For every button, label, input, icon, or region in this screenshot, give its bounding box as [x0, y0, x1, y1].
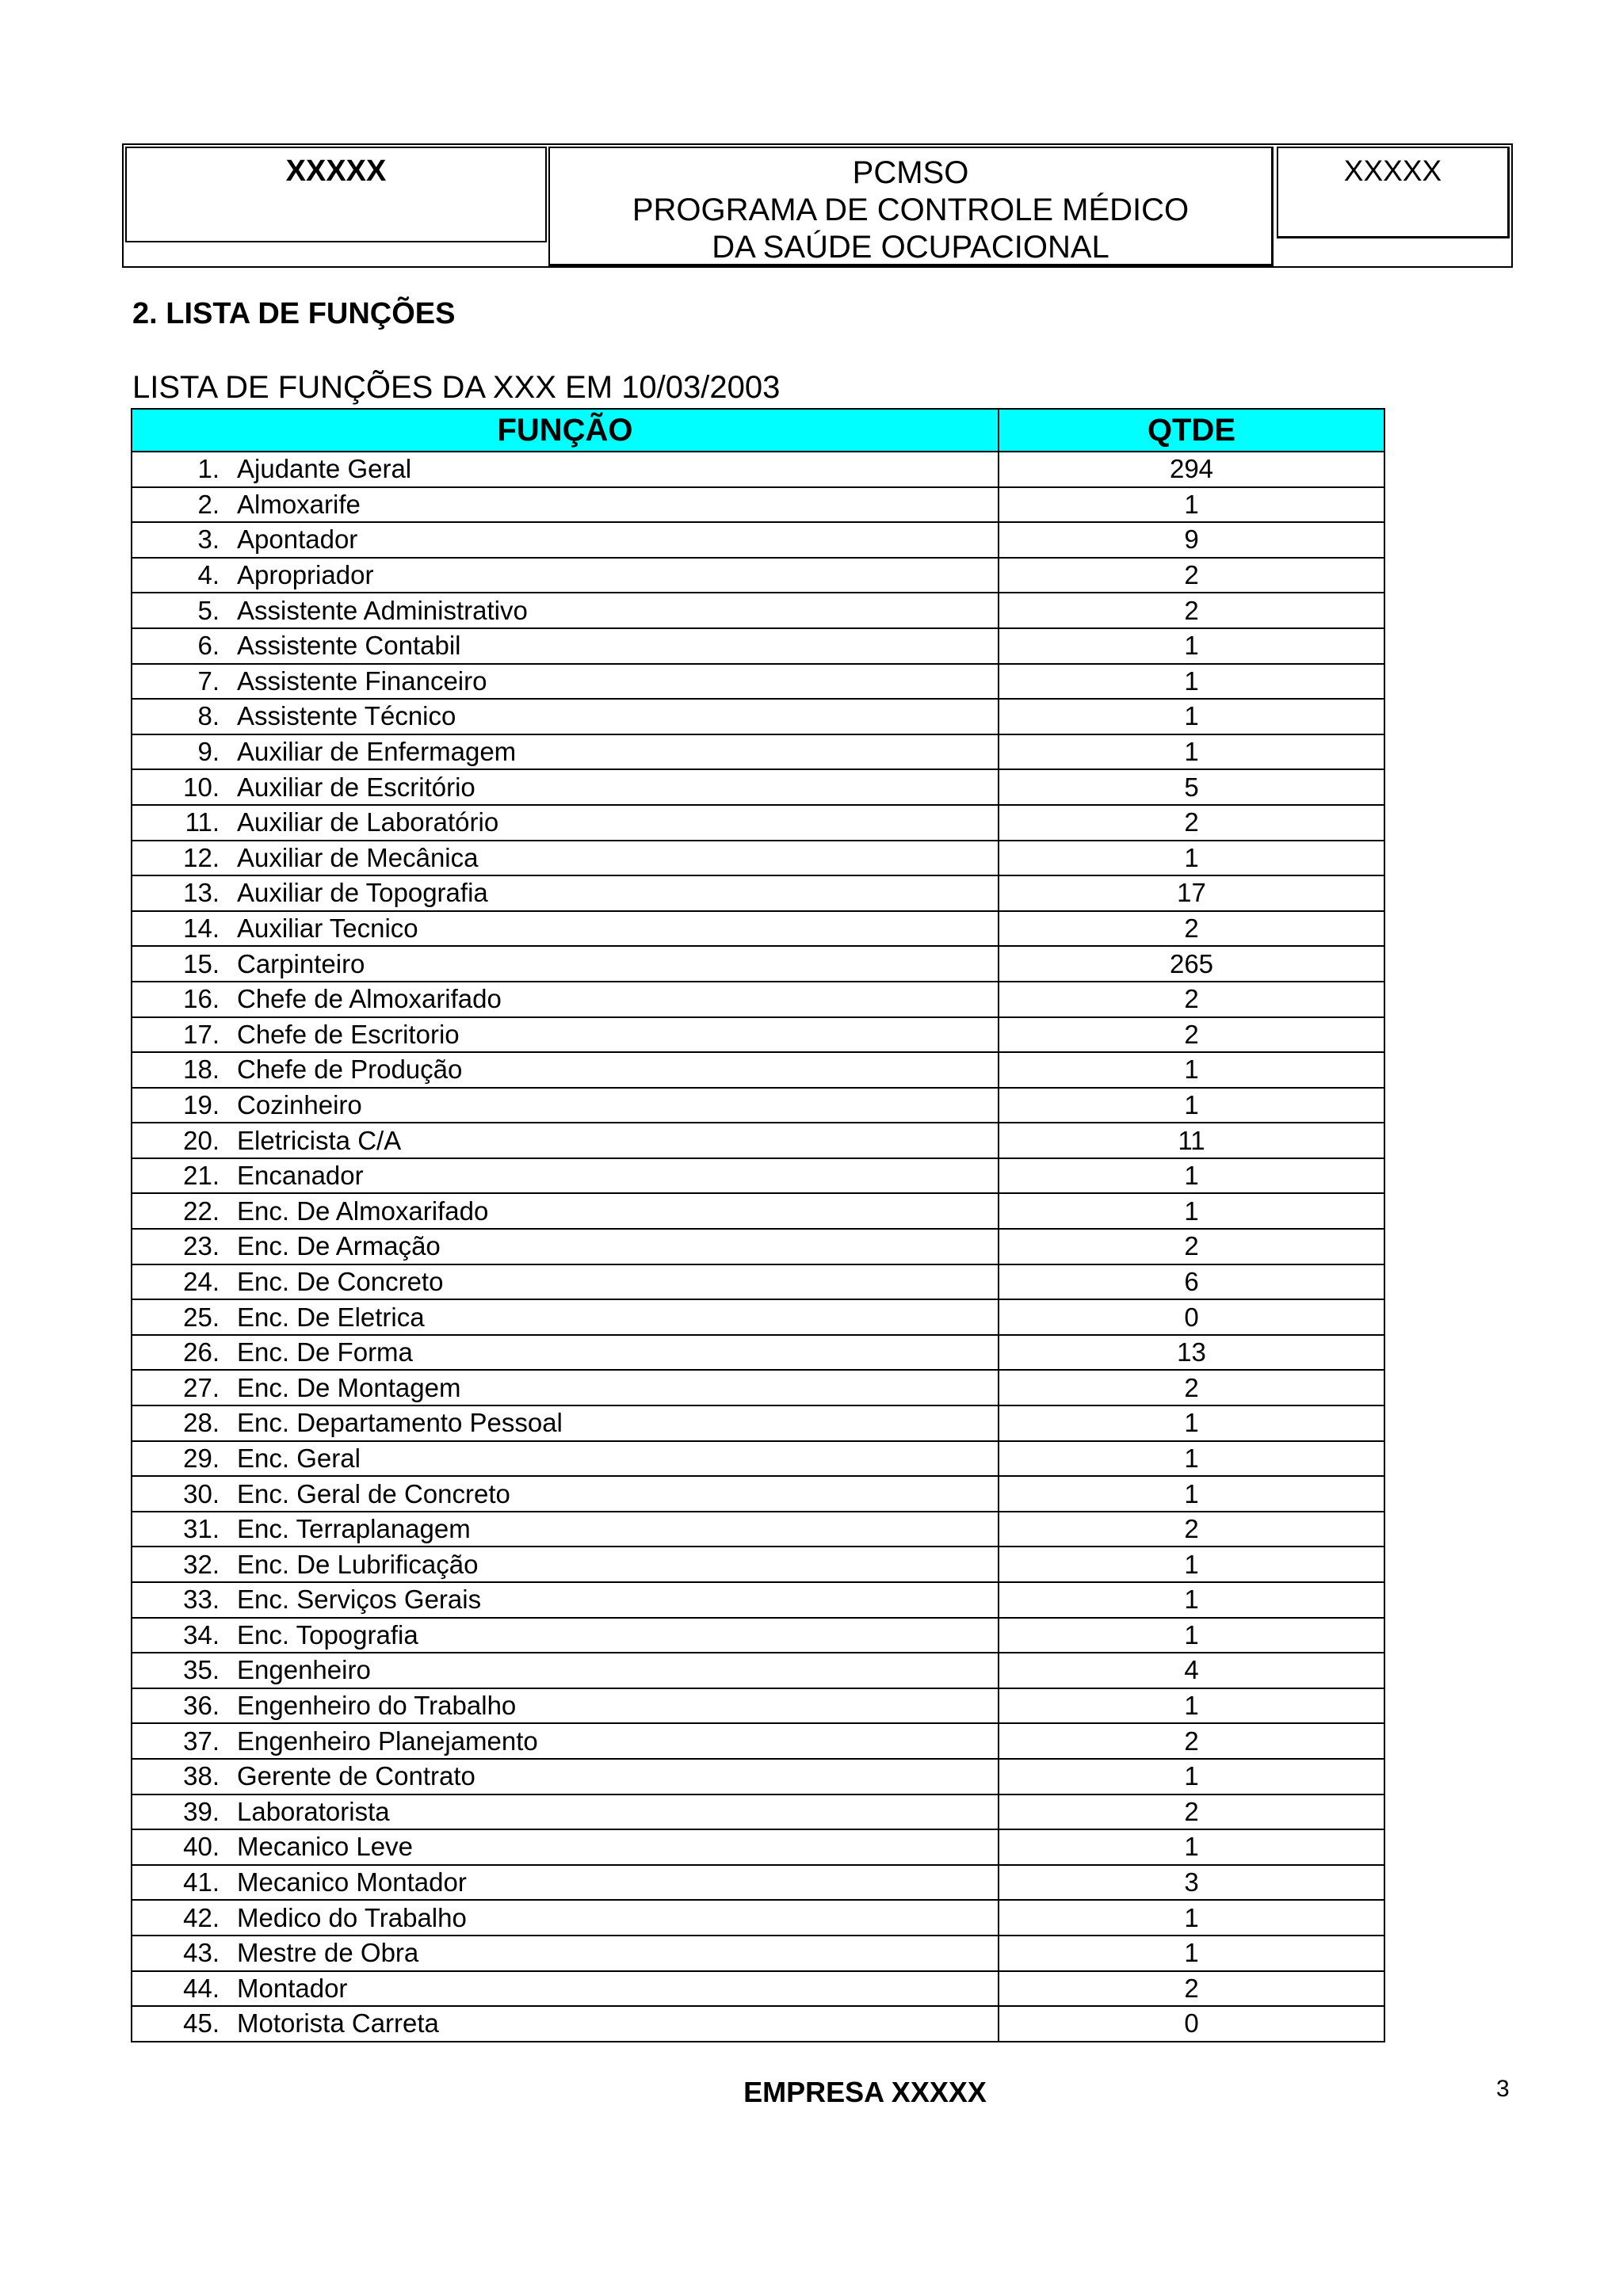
qty-cell: 1 [999, 1476, 1384, 1512]
row-number: 6. [197, 631, 220, 661]
list-caption: LISTA DE FUNÇÕES DA XXX EM 10/03/2003 [132, 370, 781, 405]
qty-cell: 1 [999, 841, 1384, 876]
header-left-cell [125, 147, 547, 242]
table-row [132, 1052, 1384, 1088]
qty-cell: 1 [999, 1829, 1384, 1865]
qty-cell: 2 [999, 558, 1384, 593]
function-name: Ajudante Geral [237, 454, 412, 484]
function-cell [132, 1335, 999, 1371]
function-name: Assistente Técnico [237, 701, 456, 731]
qty-cell: 3 [999, 1865, 1384, 1901]
page-number: 3 [1496, 2076, 1510, 2102]
table-row [132, 1688, 1384, 1724]
function-cell [132, 1476, 999, 1512]
row-number: 38. [183, 1761, 220, 1791]
function-name: Enc. De Forma [237, 1337, 413, 1367]
qty-cell: 1 [999, 1052, 1384, 1088]
row-number: 43. [183, 1938, 220, 1968]
function-cell [132, 1193, 999, 1229]
qty-cell: 2 [999, 982, 1384, 1017]
function-cell [132, 1405, 999, 1441]
table-row [132, 522, 1384, 558]
table-row [132, 1193, 1384, 1229]
qty-cell: 1 [999, 1158, 1384, 1194]
function-name: Auxiliar de Enfermagem [237, 737, 517, 767]
qty-cell: 0 [999, 1299, 1384, 1335]
function-name: Engenheiro do Trabalho [237, 1691, 517, 1721]
function-cell [132, 1865, 999, 1901]
table-row [132, 1829, 1384, 1865]
function-name: Enc. Geral [237, 1443, 361, 1473]
table-row [132, 1158, 1384, 1194]
row-number: 35. [183, 1655, 220, 1685]
row-number: 21. [183, 1161, 220, 1191]
table-row [132, 769, 1384, 805]
function-name: Auxiliar de Escritório [237, 772, 475, 802]
function-name: Enc. Departamento Pessoal [237, 1408, 563, 1438]
row-number: 39. [183, 1796, 220, 1826]
function-name: Auxiliar Tecnico [237, 913, 418, 944]
function-cell [132, 452, 999, 487]
row-number: 10. [183, 772, 220, 802]
table-row [132, 1547, 1384, 1582]
table-row [132, 2006, 1384, 2042]
row-number: 37. [183, 1726, 220, 1756]
function-cell [132, 1441, 999, 1477]
table-row [132, 699, 1384, 734]
function-cell [132, 805, 999, 841]
function-name: Auxiliar de Topografia [237, 878, 488, 908]
qty-cell: 1 [999, 1688, 1384, 1724]
table-row [132, 628, 1384, 664]
function-name: Enc. De Armação [237, 1231, 441, 1261]
row-number: 14. [183, 913, 220, 944]
row-number: 5. [197, 595, 220, 625]
table-body [132, 452, 1384, 2042]
function-cell [132, 2006, 999, 2042]
row-number: 41. [183, 1867, 220, 1897]
qty-cell: 17 [999, 875, 1384, 911]
qty-cell: 2 [999, 1723, 1384, 1759]
qty-cell: 2 [999, 1794, 1384, 1830]
function-name: Mestre de Obra [237, 1938, 419, 1968]
header-title-line-2: PROGRAMA DE CONTROLE MÉDICO [632, 193, 1190, 227]
table-row [132, 1582, 1384, 1618]
row-number: 9. [197, 737, 220, 767]
table-row [132, 1405, 1384, 1441]
table-row [132, 1971, 1384, 2007]
qty-cell: 1 [999, 699, 1384, 734]
qty-cell: 2 [999, 1017, 1384, 1053]
function-name: Motorista Carreta [237, 2008, 439, 2039]
function-cell [132, 487, 999, 523]
function-cell [132, 1723, 999, 1759]
qty-cell: 13 [999, 1335, 1384, 1371]
table-row [132, 1618, 1384, 1653]
table-row [132, 1653, 1384, 1688]
function-cell [132, 1088, 999, 1123]
function-name: Carpinteiro [237, 948, 365, 978]
table-row [132, 982, 1384, 1017]
qty-cell: 2 [999, 911, 1384, 947]
qty-cell: 2 [999, 593, 1384, 628]
function-name: Encanador [237, 1161, 364, 1191]
qty-cell: 9 [999, 522, 1384, 558]
row-number: 44. [183, 1973, 220, 2003]
function-name: Enc. Terraplanagem [237, 1514, 471, 1544]
function-cell [132, 628, 999, 664]
function-name: Auxiliar de Laboratório [237, 807, 499, 837]
function-cell [132, 1547, 999, 1582]
function-name: Medico do Trabalho [237, 1902, 467, 1932]
function-cell [132, 1370, 999, 1405]
table-row [132, 1865, 1384, 1901]
row-number: 40. [183, 1832, 220, 1862]
qty-cell: 1 [999, 1936, 1384, 1971]
function-cell [132, 1936, 999, 1971]
function-cell [132, 1512, 999, 1547]
qty-cell: 1 [999, 1193, 1384, 1229]
function-name: Chefe de Almoxarifado [237, 984, 502, 1014]
table-row [132, 1264, 1384, 1300]
row-number: 17. [183, 1019, 220, 1049]
table-row [132, 1335, 1384, 1371]
function-cell [132, 1971, 999, 2007]
table-row [132, 593, 1384, 628]
function-name: Assistente Financeiro [237, 666, 487, 696]
header-title-line-1: PCMSO [852, 155, 969, 190]
qty-cell: 1 [999, 1759, 1384, 1794]
qty-cell: 265 [999, 946, 1384, 982]
function-cell [132, 1582, 999, 1618]
row-number: 16. [183, 984, 220, 1014]
row-number: 30. [183, 1478, 220, 1508]
row-number: 42. [183, 1902, 220, 1932]
qty-cell: 4 [999, 1653, 1384, 1688]
qty-cell: 11 [999, 1123, 1384, 1158]
table-row [132, 1512, 1384, 1547]
document-header [122, 143, 1513, 268]
table-header-row [132, 409, 1384, 452]
function-name: Laboratorista [237, 1796, 390, 1826]
qty-cell: 1 [999, 664, 1384, 700]
qty-cell: 1 [999, 1618, 1384, 1653]
qty-cell: 5 [999, 769, 1384, 805]
row-number: 19. [183, 1089, 220, 1119]
function-name: Enc. De Concreto [237, 1266, 444, 1296]
qty-cell: 2 [999, 1370, 1384, 1405]
header-right-cell [1277, 147, 1510, 238]
function-name: Enc. Geral de Concreto [237, 1478, 510, 1508]
function-cell [132, 982, 999, 1017]
table-row [132, 1123, 1384, 1158]
function-cell [132, 593, 999, 628]
function-cell [132, 1123, 999, 1158]
function-cell [132, 1653, 999, 1688]
header-left-text: XXXXX [285, 154, 387, 188]
table-row [132, 452, 1384, 487]
table-row [132, 1476, 1384, 1512]
qty-cell: 2 [999, 805, 1384, 841]
row-number: 25. [183, 1302, 220, 1332]
row-number: 24. [183, 1266, 220, 1296]
qty-cell: 1 [999, 1900, 1384, 1936]
function-cell [132, 1900, 999, 1936]
function-cell [132, 946, 999, 982]
row-number: 26. [183, 1337, 220, 1367]
function-name: Chefe de Escritorio [237, 1019, 460, 1049]
qty-cell: 1 [999, 1547, 1384, 1582]
row-number: 29. [183, 1443, 220, 1473]
row-number: 45. [183, 2008, 220, 2039]
table-row [132, 1088, 1384, 1123]
function-cell [132, 1264, 999, 1300]
table-row [132, 1229, 1384, 1264]
row-number: 32. [183, 1549, 220, 1579]
row-number: 27. [183, 1372, 220, 1402]
table-row [132, 946, 1384, 982]
function-cell [132, 699, 999, 734]
function-name: Engenheiro [237, 1655, 371, 1685]
column-header-function: FUNÇÃO [132, 409, 999, 452]
functions-table [131, 408, 1385, 2042]
row-number: 18. [183, 1055, 220, 1085]
function-cell [132, 769, 999, 805]
table-row [132, 734, 1384, 770]
row-number: 8. [197, 701, 220, 731]
row-number: 22. [183, 1196, 220, 1226]
qty-cell: 2 [999, 1971, 1384, 2007]
function-cell [132, 1759, 999, 1794]
function-name: Enc. De Almoxarifado [237, 1196, 489, 1226]
function-name: Auxiliar de Mecânica [237, 842, 479, 872]
header-right-text: XXXXX [1343, 154, 1442, 187]
row-number: 11. [185, 807, 220, 837]
function-cell [132, 1158, 999, 1194]
qty-cell: 1 [999, 487, 1384, 523]
row-number: 23. [183, 1231, 220, 1261]
function-name: Enc. De Lubrificação [237, 1549, 479, 1579]
function-name: Assistente Administrativo [237, 595, 528, 625]
function-name: Assistente Contabil [237, 631, 461, 661]
function-cell [132, 841, 999, 876]
footer-company: EMPRESA XXXXX [743, 2076, 987, 2108]
qty-cell: 1 [999, 1582, 1384, 1618]
function-cell [132, 911, 999, 947]
row-number: 33. [183, 1585, 220, 1615]
function-name: Enc. Topografia [237, 1619, 418, 1650]
function-cell [132, 1829, 999, 1865]
function-name: Enc. De Montagem [237, 1372, 461, 1402]
function-cell [132, 1299, 999, 1335]
qty-cell: 1 [999, 1441, 1384, 1477]
function-cell [132, 664, 999, 700]
qty-cell: 2 [999, 1512, 1384, 1547]
table-row [132, 1299, 1384, 1335]
table-row [132, 1370, 1384, 1405]
header-middle-cell [548, 147, 1274, 266]
function-cell [132, 1052, 999, 1088]
table-row [132, 841, 1384, 876]
function-cell [132, 875, 999, 911]
function-cell [132, 558, 999, 593]
function-cell [132, 1229, 999, 1264]
table-row [132, 558, 1384, 593]
row-number: 12. [183, 842, 220, 872]
qty-cell: 0 [999, 2006, 1384, 2042]
row-number: 3. [197, 524, 220, 555]
function-name: Cozinheiro [237, 1089, 362, 1119]
row-number: 1. [197, 454, 220, 484]
function-name: Chefe de Produção [237, 1055, 463, 1085]
function-name: Gerente de Contrato [237, 1761, 475, 1791]
function-name: Mecanico Leve [237, 1832, 413, 1862]
table-row [132, 1936, 1384, 1971]
function-name: Eletricista C/A [237, 1125, 402, 1155]
table-row [132, 664, 1384, 700]
table-row [132, 805, 1384, 841]
qty-cell: 1 [999, 1088, 1384, 1123]
header-title-line-3: DA SAÚDE OCUPACIONAL [712, 230, 1109, 265]
qty-cell: 294 [999, 452, 1384, 487]
function-cell [132, 1688, 999, 1724]
function-cell [132, 1618, 999, 1653]
table-row [132, 1723, 1384, 1759]
function-name: Montador [237, 1973, 348, 2003]
function-name: Enc. Serviços Gerais [237, 1585, 482, 1615]
table-row [132, 1017, 1384, 1053]
function-name: Almoxarife [237, 489, 361, 519]
table-row [132, 1759, 1384, 1794]
function-name: Enc. De Eletrica [237, 1302, 425, 1332]
row-number: 13. [183, 878, 220, 908]
row-number: 36. [183, 1691, 220, 1721]
function-name: Engenheiro Planejamento [237, 1726, 538, 1756]
qty-cell: 1 [999, 1405, 1384, 1441]
row-number: 28. [183, 1408, 220, 1438]
table-row [132, 1794, 1384, 1830]
row-number: 31. [183, 1514, 220, 1544]
function-name: Mecanico Montador [237, 1867, 467, 1897]
qty-cell: 2 [999, 1229, 1384, 1264]
section-title: 2. LISTA DE FUNÇÕES [132, 297, 456, 330]
row-number: 7. [197, 666, 220, 696]
function-cell [132, 522, 999, 558]
table-row [132, 875, 1384, 911]
row-number: 2. [197, 489, 220, 519]
column-header-qty: QTDE [999, 409, 1384, 452]
row-number: 20. [183, 1125, 220, 1155]
qty-cell: 1 [999, 628, 1384, 664]
qty-cell: 6 [999, 1264, 1384, 1300]
table-row [132, 1441, 1384, 1477]
row-number: 4. [197, 560, 220, 590]
function-name: Apropriador [237, 560, 374, 590]
function-name: Apontador [237, 524, 358, 555]
table-row [132, 1900, 1384, 1936]
function-cell [132, 734, 999, 770]
table-row [132, 911, 1384, 947]
row-number: 15. [183, 948, 220, 978]
row-number: 34. [183, 1619, 220, 1650]
function-cell [132, 1017, 999, 1053]
qty-cell: 1 [999, 734, 1384, 770]
table-row [132, 487, 1384, 523]
function-cell [132, 1794, 999, 1830]
